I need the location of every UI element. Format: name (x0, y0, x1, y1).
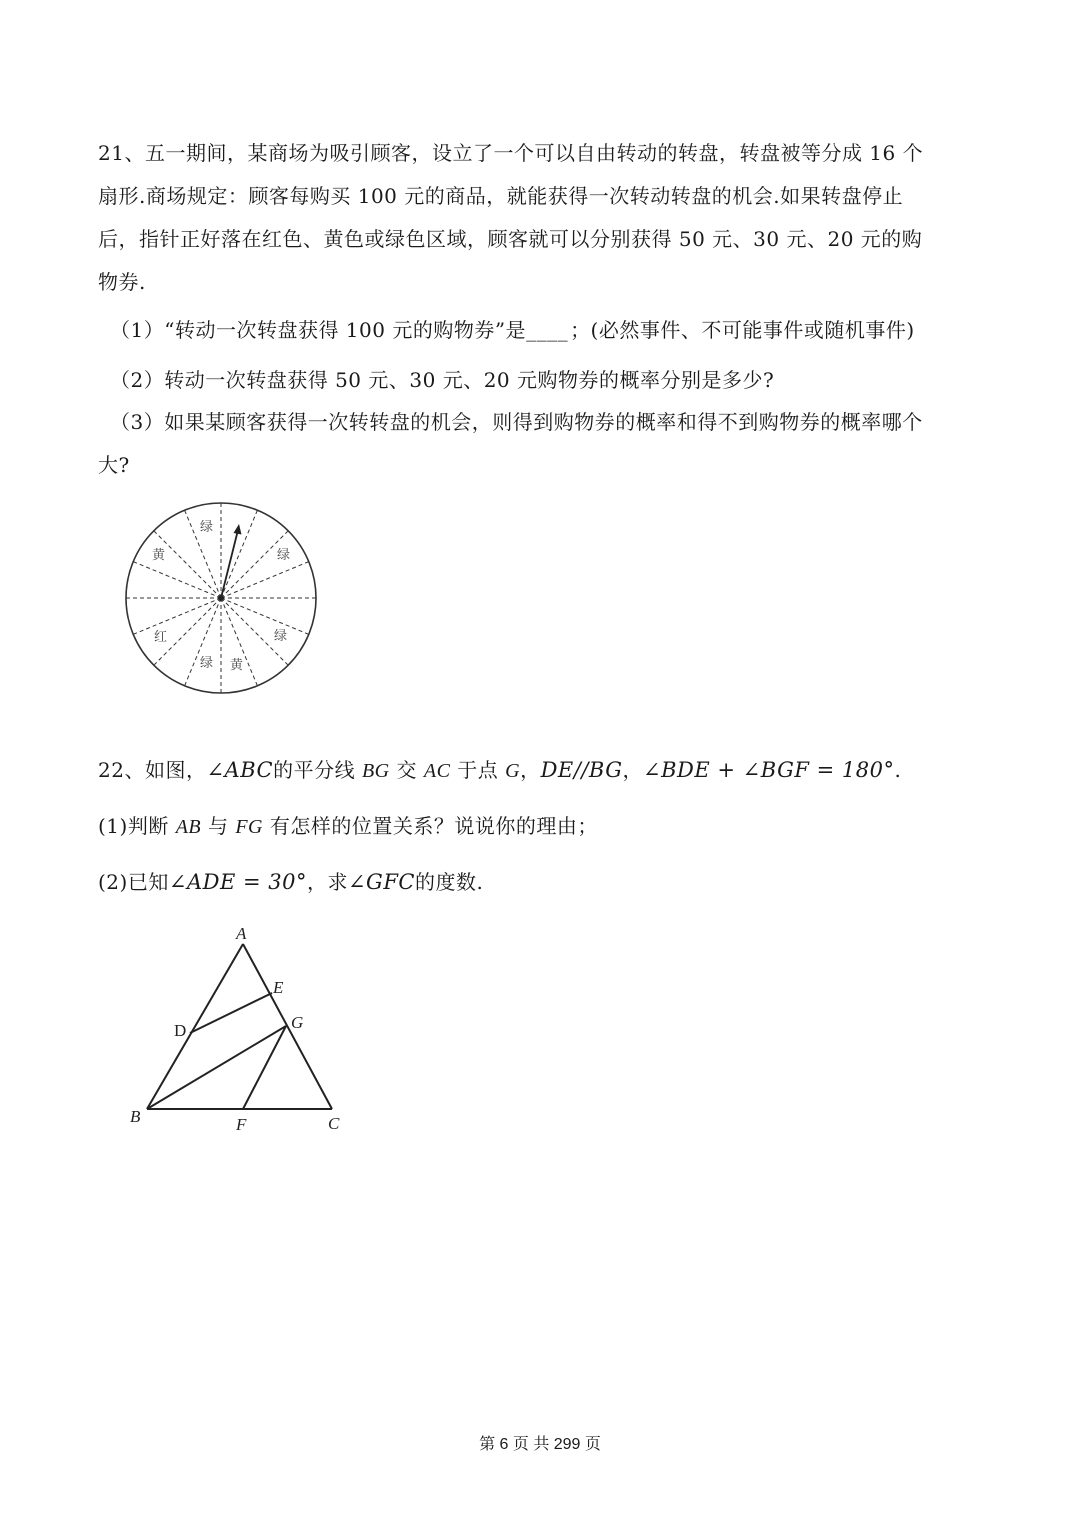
wheel-label-yellow-bottom: 黄 (230, 658, 244, 673)
wheel-label-green-top: 绿 (200, 520, 214, 535)
q22-seg-ac: AC (423, 760, 451, 782)
spinner-wheel-figure (120, 500, 326, 706)
q22-part-1 (98, 812, 598, 841)
q22-text-intersect: 交 (389, 758, 424, 782)
q21-part-2: （2）转动一次转盘获得 50 元、30 元、20 元购物券的概率分别是多少? (110, 368, 775, 392)
q22-number: 22、如图， (98, 758, 207, 782)
q22-part-1-question: 有怎样的位置关系？说说你的理由； (263, 814, 598, 838)
q21-answer-blank: ____ (526, 318, 569, 342)
point-label-b: B (130, 1107, 141, 1126)
spinner-pointer (218, 524, 242, 601)
q22-part-2-ending: 的度数. (414, 870, 484, 894)
q22-text-find: ，求 (306, 870, 348, 894)
q22-text-and: 与 (201, 814, 236, 838)
q22-parallel: DE//BG (540, 758, 623, 782)
q21-part-1 (110, 316, 915, 344)
q21-part-1-options: ；(必然事件、不可能事件或随机事件) (570, 318, 915, 342)
q22-angle-gfc: ∠GFC (347, 870, 415, 894)
wheel-label-yellow-upper-left: 黄 (152, 548, 166, 563)
q22-angle-ade: ∠ADE = 30° (168, 870, 307, 894)
q21-line-2: 扇形.商场规定：顾客每购买 100 元的商品，就能获得一次转动转盘的机会.如果转盘停止 (98, 184, 904, 208)
q22-part-2-label: (2)已知 (98, 870, 169, 894)
q22-angle-abc: ∠ABC (206, 758, 274, 782)
q21-line-3: 后，指针正好落在红色、黄色或绿色区域，顾客就可以分别获得 50 元、30 元、20 元的购 (98, 227, 923, 251)
triangle-figure (120, 920, 360, 1140)
point-label-c: C (328, 1114, 340, 1133)
q22-part-1-label: (1)判断 (98, 814, 176, 838)
point-label-g: G (291, 1013, 304, 1032)
point-label-e: E (273, 978, 284, 997)
q22-seg-fg: FG (235, 816, 264, 838)
wheel-label-red-left: 红 (154, 630, 168, 645)
q22-intro (98, 756, 901, 785)
q22-seg-bg: BG (361, 760, 390, 782)
point-label-d: D (174, 1021, 187, 1040)
q22-part-2 (98, 868, 483, 896)
wheel-label-green-bottom: 绿 (200, 656, 214, 671)
q21-part-1-text: （1）“转动一次转盘获得 100 元的购物券”是 (110, 318, 527, 342)
q22-comma-2: ， (622, 758, 644, 782)
page-footer: 第 6 页 共 299 页 (479, 1436, 601, 1453)
q21-line-1: 21、五一期间，某商场为吸引顾客，设立了一个可以自由转动的转盘，转盘被等分成 16 个 (98, 141, 924, 165)
q22-text-bisector: 的平分线 (273, 758, 362, 782)
q21-line-4: 物券. (98, 270, 146, 294)
q21-part-3-line-2: 大? (98, 453, 130, 477)
point-label-f: F (236, 1115, 247, 1134)
q22-equation: ∠BDE + ∠BGF = 180° (643, 758, 895, 782)
wheel-label-green-upper-right: 绿 (277, 548, 291, 563)
q22-period: . (894, 758, 902, 782)
q22-point-g: G (505, 760, 521, 782)
q22-text-at-point: 于点 (450, 758, 506, 782)
q22-comma-1: ， (520, 758, 541, 782)
q22-seg-ab: AB (175, 816, 202, 838)
point-label-a: A (236, 924, 247, 943)
q21-part-3-line-1: （3）如果某顾客获得一次转转盘的机会，则得到购物券的概率和得不到购物券的概率哪个 (110, 410, 923, 434)
wheel-label-green-right: 绿 (274, 629, 288, 644)
